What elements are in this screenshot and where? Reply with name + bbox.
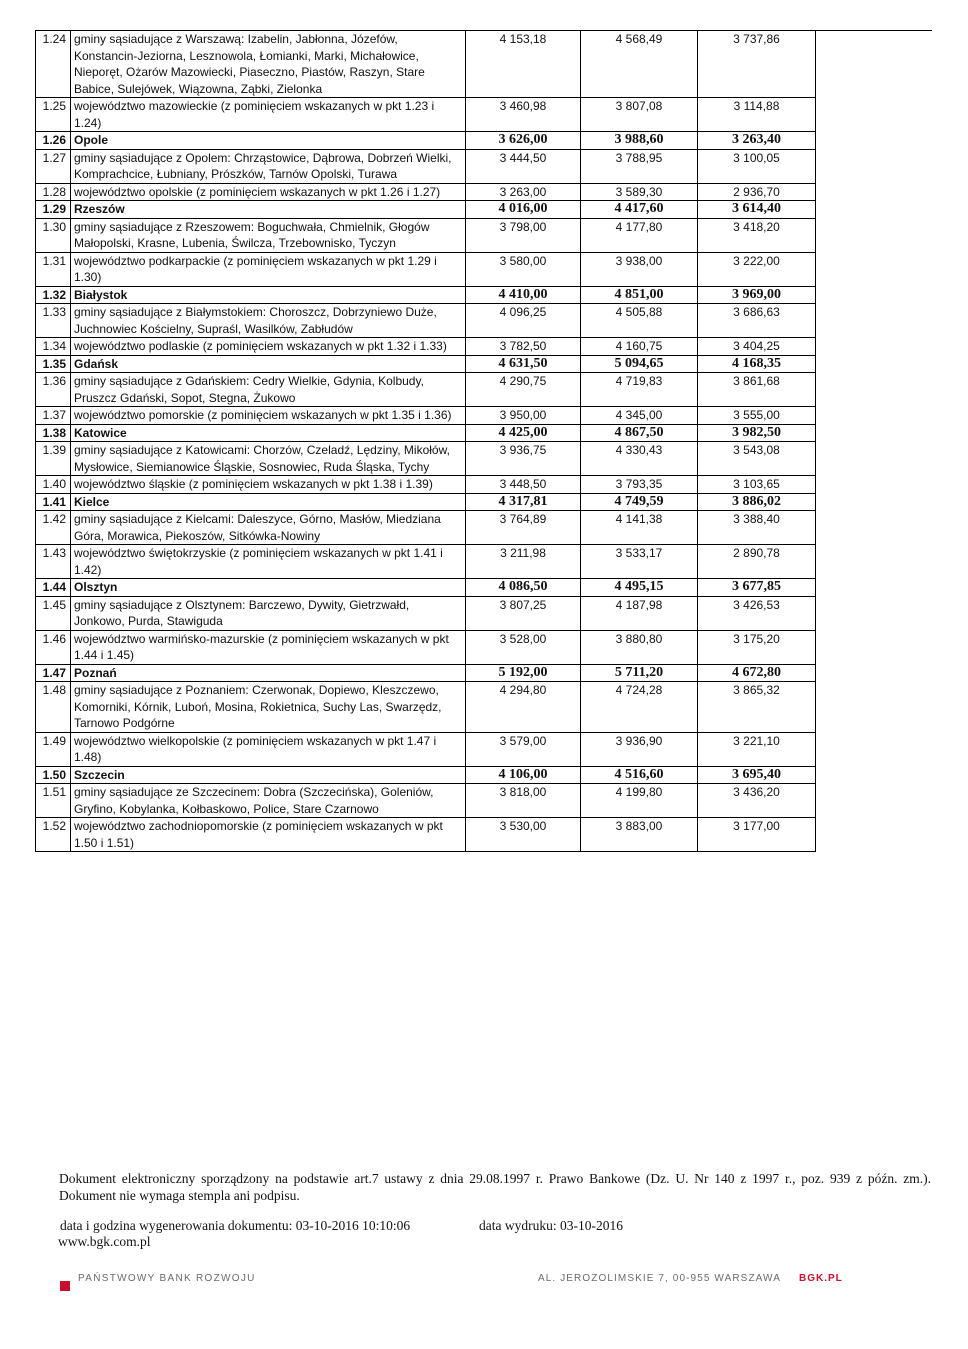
value-col-1: 4 317,81 xyxy=(466,493,581,511)
table-row xyxy=(36,596,816,630)
value-col-3: 3 436,20 xyxy=(698,784,816,818)
row-number: 1.29 xyxy=(36,201,71,219)
city-row xyxy=(36,493,816,511)
row-number: 1.45 xyxy=(36,596,71,630)
brand-name: PAŃSTWOWY BANK ROZWOJU xyxy=(78,1273,256,1284)
row-number: 1.24 xyxy=(36,31,71,98)
value-col-3: 3 865,32 xyxy=(698,682,816,733)
row-number: 1.42 xyxy=(36,511,71,545)
row-number: 1.30 xyxy=(36,218,71,252)
row-number: 1.39 xyxy=(36,442,71,476)
value-col-1: 3 444,50 xyxy=(466,149,581,183)
row-number: 1.32 xyxy=(36,286,71,304)
row-name: województwo zachodniopomorskie (z pominięciem wskazanych w pkt 1.50 i 1.51) xyxy=(71,818,466,852)
value-col-3: 3 614,40 xyxy=(698,201,816,219)
value-col-1: 3 263,00 xyxy=(466,183,581,201)
value-col-1: 3 818,00 xyxy=(466,784,581,818)
value-col-2: 4 160,75 xyxy=(581,338,698,356)
value-col-1: 3 580,00 xyxy=(466,252,581,286)
row-name: gminy sąsiadujące z Opolem: Chrząstowice, Dąbrowa, Dobrzeń Wielki, Komprachcice, Łubniany, Prószków, Tarnów Opolski, Turawa xyxy=(71,149,466,183)
value-col-3: 3 861,68 xyxy=(698,373,816,407)
value-col-1: 3 936,75 xyxy=(466,442,581,476)
city-row xyxy=(36,132,816,150)
table-row xyxy=(36,31,816,98)
value-col-3: 2 890,78 xyxy=(698,545,816,579)
row-number: 1.35 xyxy=(36,355,71,373)
value-col-1: 3 211,98 xyxy=(466,545,581,579)
row-number: 1.47 xyxy=(36,664,71,682)
city-row xyxy=(36,424,816,442)
value-col-1: 4 016,00 xyxy=(466,201,581,219)
value-col-3: 3 555,00 xyxy=(698,407,816,425)
price-table xyxy=(35,30,816,852)
value-col-3: 3 886,02 xyxy=(698,493,816,511)
brand-site-link[interactable]: BGK.PL xyxy=(799,1273,843,1284)
row-name: województwo opolskie (z pominięciem wskazanych w pkt 1.26 i 1.27) xyxy=(71,183,466,201)
row-number: 1.51 xyxy=(36,784,71,818)
row-name: Rzeszów xyxy=(71,201,466,219)
value-col-1: 3 579,00 xyxy=(466,732,581,766)
value-col-2: 4 568,49 xyxy=(581,31,698,98)
row-name: gminy sąsiadujące z Rzeszowem: Boguchwała, Chmielnik, Głogów Małopolski, Krasne, Lubenia, Świlcza, Trzebownisko, Tyczyn xyxy=(71,218,466,252)
table-row xyxy=(36,252,816,286)
value-col-1: 4 096,25 xyxy=(466,304,581,338)
city-row xyxy=(36,355,816,373)
table-row xyxy=(36,682,816,733)
table-row xyxy=(36,784,816,818)
value-col-2: 3 788,95 xyxy=(581,149,698,183)
value-col-2: 4 330,43 xyxy=(581,442,698,476)
row-number: 1.34 xyxy=(36,338,71,356)
table-row xyxy=(36,442,816,476)
city-row xyxy=(36,286,816,304)
row-name: województwo mazowieckie (z pominięciem wskazanych w pkt 1.23 i 1.24) xyxy=(71,98,466,132)
row-number: 1.33 xyxy=(36,304,71,338)
value-col-1: 3 807,25 xyxy=(466,596,581,630)
value-col-2: 4 345,00 xyxy=(581,407,698,425)
row-name: Gdańsk xyxy=(71,355,466,373)
value-col-2: 4 495,15 xyxy=(581,579,698,597)
value-col-3: 3 686,63 xyxy=(698,304,816,338)
bank-address: AL. JEROZOLIMSKIE 7, 00-955 WARSZAWA xyxy=(538,1273,781,1284)
value-col-3: 3 175,20 xyxy=(698,630,816,664)
row-number: 1.37 xyxy=(36,407,71,425)
city-row xyxy=(36,579,816,597)
row-name: gminy sąsiadujące z Kielcami: Daleszyce, Górno, Masłów, Miedziana Góra, Morawica, Piekoszów, Sitkówka-Nowiny xyxy=(71,511,466,545)
row-number: 1.27 xyxy=(36,149,71,183)
row-name: Poznań xyxy=(71,664,466,682)
table-row xyxy=(36,304,816,338)
row-name: gminy sąsiadujące ze Szczecinem: Dobra (Szczecińska), Goleniów, Gryfino, Kobylanka, Kołbaskowo, Police, Stare Czarnowo xyxy=(71,784,466,818)
value-col-1: 4 631,50 xyxy=(466,355,581,373)
row-name: województwo podlaskie (z pominięciem wskazanych w pkt 1.32 i 1.33) xyxy=(71,338,466,356)
row-name: województwo warmińsko-mazurskie (z pominięciem wskazanych w pkt 1.44 i 1.45) xyxy=(71,630,466,664)
row-name: gminy sąsiadujące z Warszawą: Izabelin, Jabłonna, Józefów, Konstancin-Jeziorna, Lesznowola, Łomianki, Marki, Michałowice, Nieporęt, Ożarów Mazowiecki, Piaseczno, Piastów, Raszyn, Stare Babice, Sulejówek, Wiązowna, Ząbki, Zielonka xyxy=(71,31,466,98)
table-row xyxy=(36,630,816,664)
value-col-3: 3 222,00 xyxy=(698,252,816,286)
row-number: 1.31 xyxy=(36,252,71,286)
row-name: gminy sąsiadujące z Olsztynem: Barczewo, Dywity, Gietrzwałd, Jonkowo, Purda, Stawiguda xyxy=(71,596,466,630)
row-name: Katowice xyxy=(71,424,466,442)
value-col-3: 2 936,70 xyxy=(698,183,816,201)
value-col-3: 3 103,65 xyxy=(698,476,816,494)
table-row xyxy=(36,511,816,545)
row-name: gminy sąsiadujące z Białymstokiem: Choroszcz, Dobrzyniewo Duże, Juchnowiec Kościelny, Supraśl, Wasilków, Zabłudów xyxy=(71,304,466,338)
value-col-1: 4 425,00 xyxy=(466,424,581,442)
city-row xyxy=(36,201,816,219)
print-date: data wydruku: 03-10-2016 xyxy=(479,1218,623,1233)
value-col-1: 4 410,00 xyxy=(466,286,581,304)
value-col-2: 4 187,98 xyxy=(581,596,698,630)
value-col-2: 3 883,00 xyxy=(581,818,698,852)
row-number: 1.38 xyxy=(36,424,71,442)
value-col-3: 3 404,25 xyxy=(698,338,816,356)
row-number: 1.52 xyxy=(36,818,71,852)
value-col-1: 3 528,00 xyxy=(466,630,581,664)
row-name: gminy sąsiadujące z Katowicami: Chorzów, Czeladź, Lędziny, Mikołów, Mysłowice, Siemianowice Śląskie, Sosnowiec, Ruda Śląska, Tychy xyxy=(71,442,466,476)
row-name: Opole xyxy=(71,132,466,150)
row-number: 1.46 xyxy=(36,630,71,664)
value-col-1: 4 106,00 xyxy=(466,766,581,784)
value-col-2: 4 505,88 xyxy=(581,304,698,338)
row-name: województwo śląskie (z pominięciem wskazanych w pkt 1.38 i 1.39) xyxy=(71,476,466,494)
value-col-1: 3 950,00 xyxy=(466,407,581,425)
value-col-2: 5 711,20 xyxy=(581,664,698,682)
row-name: Białystok xyxy=(71,286,466,304)
row-number: 1.25 xyxy=(36,98,71,132)
table-row xyxy=(36,149,816,183)
value-col-2: 4 516,60 xyxy=(581,766,698,784)
row-name: Olsztyn xyxy=(71,579,466,597)
table-row xyxy=(36,476,816,494)
value-col-3: 3 100,05 xyxy=(698,149,816,183)
value-col-1: 3 798,00 xyxy=(466,218,581,252)
table-row xyxy=(36,732,816,766)
value-col-1: 4 294,80 xyxy=(466,682,581,733)
value-col-2: 3 988,60 xyxy=(581,132,698,150)
value-col-2: 4 749,59 xyxy=(581,493,698,511)
value-col-3: 3 418,20 xyxy=(698,218,816,252)
value-col-3: 4 168,35 xyxy=(698,355,816,373)
value-col-2: 3 589,30 xyxy=(581,183,698,201)
city-row xyxy=(36,766,816,784)
row-number: 1.50 xyxy=(36,766,71,784)
value-col-1: 5 192,00 xyxy=(466,664,581,682)
value-col-1: 3 626,00 xyxy=(466,132,581,150)
value-col-2: 4 719,83 xyxy=(581,373,698,407)
row-name: Kielce xyxy=(71,493,466,511)
row-name: województwo podkarpackie (z pominięciem wskazanych w pkt 1.29 i 1.30) xyxy=(71,252,466,286)
value-col-3: 3 263,40 xyxy=(698,132,816,150)
value-col-3: 3 737,86 xyxy=(698,31,816,98)
value-col-2: 3 936,90 xyxy=(581,732,698,766)
website-link[interactable]: www.bgk.com.pl xyxy=(58,1234,151,1249)
table-row xyxy=(36,183,816,201)
row-name: województwo świętokrzyskie (z pominięciem wskazanych w pkt 1.41 i 1.42) xyxy=(71,545,466,579)
value-col-1: 4 153,18 xyxy=(466,31,581,98)
value-col-1: 4 290,75 xyxy=(466,373,581,407)
value-col-1: 3 448,50 xyxy=(466,476,581,494)
value-col-3: 3 114,88 xyxy=(698,98,816,132)
row-number: 1.28 xyxy=(36,183,71,201)
value-col-3: 3 177,00 xyxy=(698,818,816,852)
value-col-3: 3 543,08 xyxy=(698,442,816,476)
value-col-2: 4 724,28 xyxy=(581,682,698,733)
row-name: województwo pomorskie (z pominięciem wskazanych w pkt 1.35 i 1.36) xyxy=(71,407,466,425)
row-name: województwo wielkopolskie (z pominięciem wskazanych w pkt 1.47 i 1.48) xyxy=(71,732,466,766)
table-row xyxy=(36,407,816,425)
row-number: 1.40 xyxy=(36,476,71,494)
value-col-2: 4 177,80 xyxy=(581,218,698,252)
value-col-3: 3 221,10 xyxy=(698,732,816,766)
value-col-2: 3 807,08 xyxy=(581,98,698,132)
legal-notice-line-2: Dokument nie wymaga stempla ani podpisu. xyxy=(59,1188,300,1203)
value-col-3: 4 672,80 xyxy=(698,664,816,682)
value-col-3: 3 695,40 xyxy=(698,766,816,784)
row-name: gminy sąsiadujące z Gdańskiem: Cedry Wielkie, Gdynia, Kolbudy, Pruszcz Gdański, Sopot, Stegna, Żukowo xyxy=(71,373,466,407)
value-col-3: 3 982,50 xyxy=(698,424,816,442)
table-row xyxy=(36,98,816,132)
value-col-2: 4 199,80 xyxy=(581,784,698,818)
row-number: 1.49 xyxy=(36,732,71,766)
value-col-2: 3 938,00 xyxy=(581,252,698,286)
value-col-1: 3 764,89 xyxy=(466,511,581,545)
value-col-3: 3 677,85 xyxy=(698,579,816,597)
value-col-3: 3 426,53 xyxy=(698,596,816,630)
value-col-2: 4 867,50 xyxy=(581,424,698,442)
value-col-1: 4 086,50 xyxy=(466,579,581,597)
table-row xyxy=(36,338,816,356)
value-col-1: 3 530,00 xyxy=(466,818,581,852)
value-col-2: 3 793,35 xyxy=(581,476,698,494)
value-col-2: 4 417,60 xyxy=(581,201,698,219)
value-col-2: 5 094,65 xyxy=(581,355,698,373)
city-row xyxy=(36,664,816,682)
table-row xyxy=(36,218,816,252)
generated-datetime: data i godzina wygenerowania dokumentu: 03-10-2016 10:10:06 xyxy=(60,1218,411,1233)
value-col-3: 3 969,00 xyxy=(698,286,816,304)
row-number: 1.36 xyxy=(36,373,71,407)
value-col-1: 3 460,98 xyxy=(466,98,581,132)
row-number: 1.26 xyxy=(36,132,71,150)
brand-logo-square-icon xyxy=(60,1281,70,1291)
legal-notice-line-1: Dokument elektroniczny sporządzony na podstawie art.7 ustawy z dnia 29.08.1997 r. Prawo Bankowe (Dz. U. Nr 140 z 1997 r., poz. 939 z późn. zm.). xyxy=(59,1171,931,1186)
table-row xyxy=(36,818,816,852)
row-number: 1.48 xyxy=(36,682,71,733)
value-col-2: 3 533,17 xyxy=(581,545,698,579)
value-col-1: 3 782,50 xyxy=(466,338,581,356)
row-name: gminy sąsiadujące z Poznaniem: Czerwonak, Dopiewo, Kleszczewo, Komorniki, Kórnik, Luboń, Mosina, Rokietnica, Suchy Las, Swarzędz, Tarnowo Podgórne xyxy=(71,682,466,733)
table-row xyxy=(36,373,816,407)
table-row xyxy=(36,545,816,579)
value-col-3: 3 388,40 xyxy=(698,511,816,545)
legal-notice xyxy=(59,1170,931,1204)
price-table-body xyxy=(36,31,816,852)
row-number: 1.43 xyxy=(36,545,71,579)
row-name: Szczecin xyxy=(71,766,466,784)
row-number: 1.44 xyxy=(36,579,71,597)
value-col-2: 3 880,80 xyxy=(581,630,698,664)
value-col-2: 4 141,38 xyxy=(581,511,698,545)
row-number: 1.41 xyxy=(36,493,71,511)
value-col-2: 4 851,00 xyxy=(581,286,698,304)
